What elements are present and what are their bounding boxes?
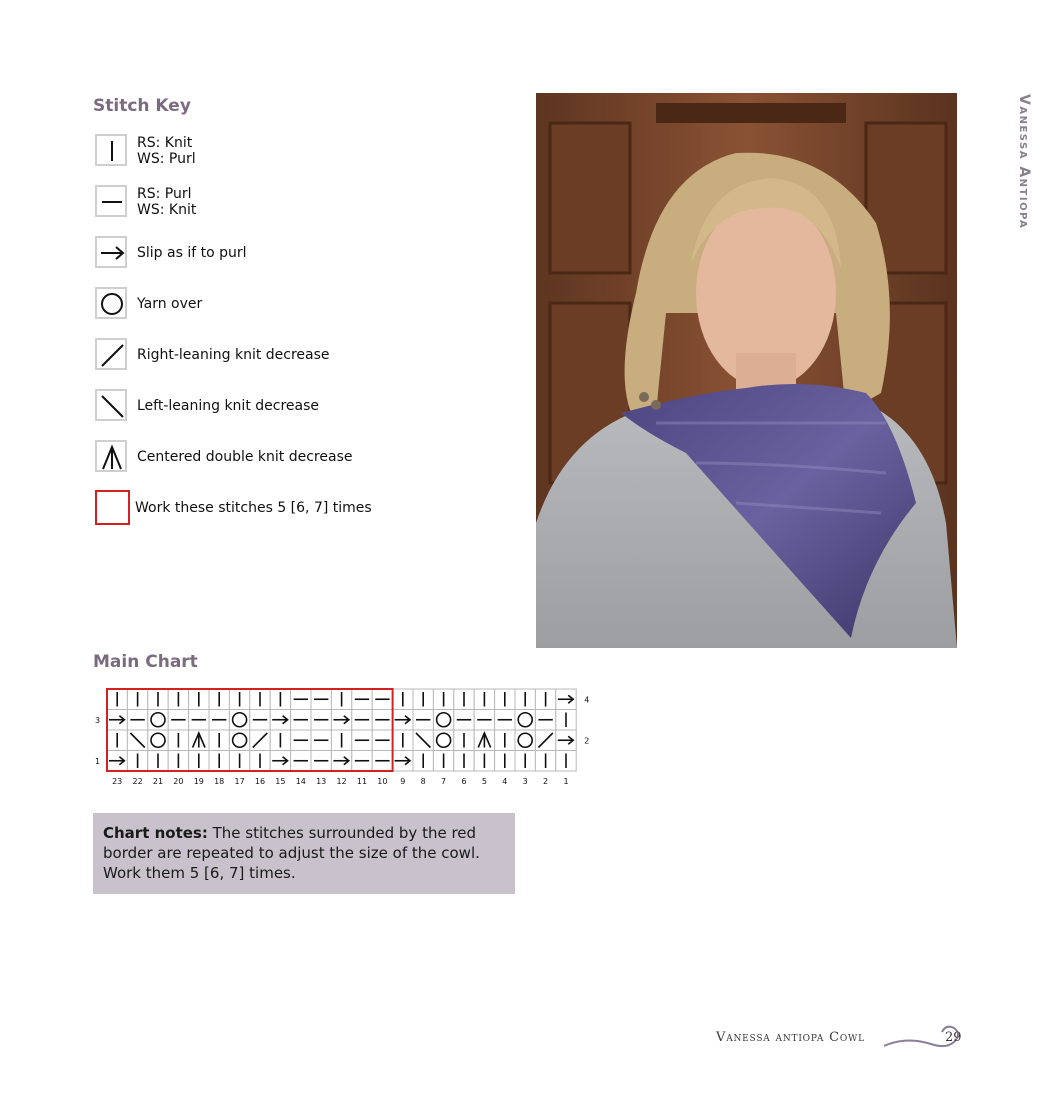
column-number: 2 <box>543 777 549 786</box>
purl-stitch <box>311 751 331 772</box>
purl-stitch <box>311 710 331 731</box>
knit-stitch <box>556 710 576 731</box>
knit-stitch <box>535 689 555 710</box>
column-number: 22 <box>132 777 143 786</box>
knit-stitch <box>535 751 555 772</box>
purl-stitch <box>291 710 311 731</box>
column-number: 17 <box>234 777 245 786</box>
knit-stitch <box>189 689 209 710</box>
chart-notes <box>93 813 515 894</box>
column-number: 19 <box>193 777 204 786</box>
row-number: 4 <box>584 695 590 705</box>
knit-stitch <box>229 689 249 710</box>
yarn-over-stitch <box>229 730 249 751</box>
key-item-slip <box>95 236 425 272</box>
yarn-over-stitch <box>515 730 535 751</box>
row-number: 1 <box>95 756 101 766</box>
knit-stitch <box>413 689 433 710</box>
knit-stitch <box>454 730 474 751</box>
key-line: Work these stitches 5 [6, 7] times <box>135 500 372 516</box>
knit-stitch <box>515 751 535 772</box>
knit-stitch <box>168 730 188 751</box>
yarn-over-stitch <box>433 710 453 731</box>
stitch-key-heading: Stitch Key <box>93 96 191 116</box>
knit-stitch <box>556 751 576 772</box>
slip-stitch <box>331 751 351 772</box>
key-label-double-decrease <box>137 440 352 474</box>
knit-stitch <box>270 730 290 751</box>
knit-stitch <box>127 689 147 710</box>
circle-icon <box>95 287 127 319</box>
knit-stitch <box>209 689 229 710</box>
slip-stitch <box>331 710 351 731</box>
footer-title: Vanessa antiopa Cowl <box>716 1030 865 1045</box>
right-decrease-stitch <box>250 730 270 751</box>
slip-stitch <box>107 710 127 731</box>
purl-stitch <box>372 689 392 710</box>
key-item-left-decrease <box>95 389 425 425</box>
column-number: 15 <box>275 777 286 786</box>
key-line: WS: Knit <box>137 202 197 218</box>
slip-stitch <box>556 689 576 710</box>
page-number: 29 <box>945 1030 962 1045</box>
purl-stitch <box>311 689 331 710</box>
left-decrease-stitch <box>127 730 147 751</box>
column-number: 13 <box>316 777 327 786</box>
knit-stitch <box>209 751 229 772</box>
yarn-over-stitch <box>515 710 535 731</box>
yarn-over-stitch <box>148 710 168 731</box>
knit-stitch <box>454 751 474 772</box>
knit-stitch <box>148 751 168 772</box>
purl-stitch <box>352 751 372 772</box>
key-line: Right-leaning knit decrease <box>137 347 330 363</box>
slip-stitch <box>270 710 290 731</box>
knit-stitch <box>168 751 188 772</box>
key-line: Left-leaning knit decrease <box>137 398 319 414</box>
row-number: 2 <box>584 736 590 746</box>
horizontal-line-icon <box>95 185 127 217</box>
column-number: 11 <box>356 777 368 786</box>
key-label-slip <box>137 236 247 270</box>
knit-stitch <box>515 689 535 710</box>
purl-stitch <box>311 730 331 751</box>
red-square-icon <box>95 490 130 525</box>
yarn-over-stitch <box>148 730 168 751</box>
yarn-over-stitch <box>229 710 249 731</box>
knit-stitch <box>270 689 290 710</box>
knit-stitch <box>474 751 494 772</box>
knit-stitch <box>168 689 188 710</box>
knit-stitch <box>413 751 433 772</box>
key-label-yarn-over <box>137 287 202 321</box>
left-decrease-stitch <box>413 730 433 751</box>
main-chart <box>84 685 614 795</box>
purl-stitch <box>495 710 515 731</box>
knit-stitch <box>474 689 494 710</box>
key-item-right-decrease <box>95 338 425 374</box>
knit-stitch <box>433 689 453 710</box>
column-number: 18 <box>214 777 225 786</box>
purl-stitch <box>291 689 311 710</box>
yarn-over-stitch <box>433 730 453 751</box>
knit-stitch <box>250 689 270 710</box>
main-chart-heading: Main Chart <box>93 652 198 672</box>
key-label-left-decrease <box>137 389 319 423</box>
purl-stitch <box>352 730 372 751</box>
forward-slash-icon <box>95 338 127 370</box>
column-number: 10 <box>377 777 388 786</box>
key-line: Yarn over <box>137 296 203 312</box>
knit-stitch <box>107 730 127 751</box>
knit-stitch <box>250 751 270 772</box>
knit-stitch <box>393 730 413 751</box>
purl-stitch <box>372 710 392 731</box>
purl-stitch <box>291 751 311 772</box>
purl-stitch <box>474 710 494 731</box>
knitting-chart <box>84 685 614 795</box>
key-line: Centered double knit decrease <box>137 449 353 465</box>
knit-stitch <box>229 751 249 772</box>
knit-stitch <box>331 689 351 710</box>
purl-stitch <box>372 751 392 772</box>
column-number: 3 <box>522 777 528 786</box>
column-number: 21 <box>152 777 164 786</box>
key-line: WS: Purl <box>137 151 196 167</box>
key-line: RS: Knit <box>137 135 193 151</box>
key-label-repeat <box>135 491 372 525</box>
slip-stitch <box>393 710 413 731</box>
knit-stitch <box>495 689 515 710</box>
slip-stitch <box>556 730 576 751</box>
column-number: 4 <box>502 777 508 786</box>
purl-stitch <box>127 710 147 731</box>
key-line: Slip as if to purl <box>137 245 247 261</box>
slip-stitch <box>270 751 290 772</box>
double-decrease-stitch <box>474 730 494 751</box>
column-number: 20 <box>173 777 184 786</box>
side-title-text: Vanessa Antiopa <box>1016 94 1032 230</box>
double-decrease-stitch <box>189 730 209 751</box>
knit-stitch <box>433 751 453 772</box>
column-number: 6 <box>461 777 467 786</box>
column-number: 23 <box>112 777 123 786</box>
purl-stitch <box>352 689 372 710</box>
key-item-double-decrease <box>95 440 425 476</box>
knit-stitch <box>393 689 413 710</box>
purl-stitch <box>413 710 433 731</box>
chart-notes-label: Chart notes: <box>103 824 208 842</box>
purl-stitch <box>372 730 392 751</box>
column-number: 5 <box>481 777 487 786</box>
knit-stitch <box>454 689 474 710</box>
column-number: 16 <box>254 777 266 786</box>
purl-stitch <box>291 730 311 751</box>
knit-stitch <box>209 730 229 751</box>
model-photo <box>536 93 957 648</box>
row-number: 3 <box>95 715 101 725</box>
key-line: RS: Purl <box>137 186 192 202</box>
back-slash-icon <box>95 389 127 421</box>
purl-stitch <box>209 710 229 731</box>
column-number: 8 <box>420 777 426 786</box>
key-item-knit <box>95 134 425 170</box>
knit-stitch <box>189 751 209 772</box>
column-number: 12 <box>336 777 347 786</box>
purl-stitch <box>189 710 209 731</box>
footer <box>716 1018 976 1058</box>
right-decrease-stitch <box>535 730 555 751</box>
column-number: 1 <box>563 777 569 786</box>
key-item-repeat <box>95 490 425 526</box>
key-label-purl <box>137 185 196 219</box>
knit-stitch <box>127 751 147 772</box>
purl-stitch <box>250 710 270 731</box>
purl-stitch <box>454 710 474 731</box>
slip-stitch <box>393 751 413 772</box>
column-number: 7 <box>441 777 447 786</box>
right-arrow-icon <box>95 236 127 268</box>
knit-stitch <box>495 751 515 772</box>
column-number: 14 <box>295 777 306 786</box>
knit-stitch <box>495 730 515 751</box>
column-number: 9 <box>400 777 406 786</box>
key-item-yarn-over <box>95 287 425 323</box>
knit-stitch <box>148 689 168 710</box>
knit-stitch <box>331 730 351 751</box>
purl-stitch <box>168 710 188 731</box>
purl-stitch <box>352 710 372 731</box>
knit-stitch <box>107 689 127 710</box>
vertical-line-icon <box>95 134 127 166</box>
chart-notes-text: The stitches surrounded by the red border are repeated to adjust the size of the cowl. Work them 5 [6, 7] times. <box>103 824 480 882</box>
key-label-right-decrease <box>137 338 330 372</box>
purl-stitch <box>535 710 555 731</box>
slip-stitch <box>107 751 127 772</box>
caret-icon <box>95 440 127 472</box>
key-item-purl <box>95 185 425 221</box>
key-label-knit <box>137 134 196 168</box>
side-title <box>1004 94 1044 264</box>
